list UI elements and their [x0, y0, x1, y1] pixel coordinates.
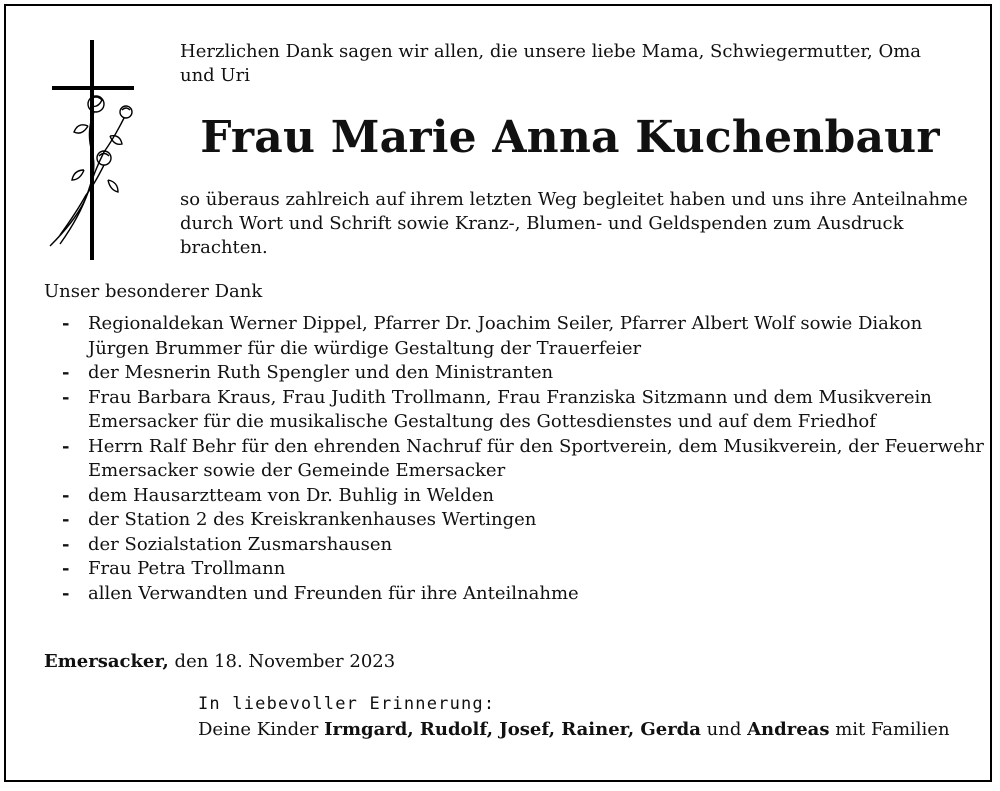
list-dash: -: [62, 435, 70, 457]
list-dash: -: [62, 313, 70, 334]
special-thanks-heading: Unser besonderer Dank: [44, 281, 263, 302]
list-item: - dem Hausarztteam von Dr. Buhlig in Welden: [44, 484, 984, 509]
list-item: - der Sozialstation Zusmarshausen: [44, 533, 984, 558]
list-dash: -: [62, 362, 70, 383]
list-dash: -: [62, 558, 70, 579]
list-item: - Herrn Ralf Behr für den ehrenden Nachruf für den Sportverein, dem Musikverein, der Feuerwehr Emersacker sowie der Gemeinde Emersacker: [62, 435, 984, 481]
list-dash: -: [62, 509, 70, 530]
remembrance-line: In liebevoller Erinnerung:: [198, 694, 496, 714]
place-name: Emersacker,: [44, 651, 169, 672]
thanks-body: so überaus zahlreich auf ihrem letzten Weg begleitet haben und uns ihre Anteilnahme durch Wort und Schrift sowie Kranz-, Blumen- und Geldspenden zum Ausdruck brachten.: [180, 189, 968, 258]
thanks-list: [44, 312, 984, 606]
list-item: - Frau Barbara Kraus, Frau Judith Trollmann, Frau Franziska Sitzmann und dem Musikverein Emersacker für die musikalische Gestaltung des Gottesdienstes und auf dem Friedhof: [62, 386, 932, 432]
deceased-name: Frau Marie Anna Kuchenbaur: [200, 112, 940, 163]
list-dash: -: [62, 484, 70, 506]
family-signature: Deine Kinder Irmgard, Rudolf, Josef, Rainer, Gerda und Andreas mit Familien: [198, 719, 950, 740]
list-item: - Regionaldekan Werner Dippel, Pfarrer Dr. Joachim Seiler, Pfarrer Albert Wolf sowie Diakon Jürgen Brummer für die würdige Gestaltung der Trauerfeier: [62, 313, 923, 359]
list-dash: -: [62, 533, 70, 555]
date-text: den 18. November 2023: [168, 651, 396, 672]
list-item: - Frau Petra Trollmann: [44, 557, 984, 582]
list-dash: -: [62, 582, 70, 604]
last-child-name: Andreas: [747, 719, 830, 740]
intro-text: Herzlichen Dank sagen wir allen, die unsere liebe Mama, Schwiegermutter, Oma und Uri: [180, 41, 922, 86]
list-item: - der Station 2 des Kreiskrankenhauses Wertingen: [44, 508, 984, 533]
place-and-date: [44, 650, 395, 674]
list-item: - allen Verwandten und Freunden für ihre Anteilnahme: [44, 582, 984, 607]
children-names: Irmgard, Rudolf, Josef, Rainer, Gerda: [324, 719, 701, 740]
cross-with-roses-icon: [44, 40, 144, 262]
list-item: - der Mesnerin Ruth Spengler und den Ministranten: [44, 361, 984, 386]
list-dash: -: [62, 386, 70, 408]
